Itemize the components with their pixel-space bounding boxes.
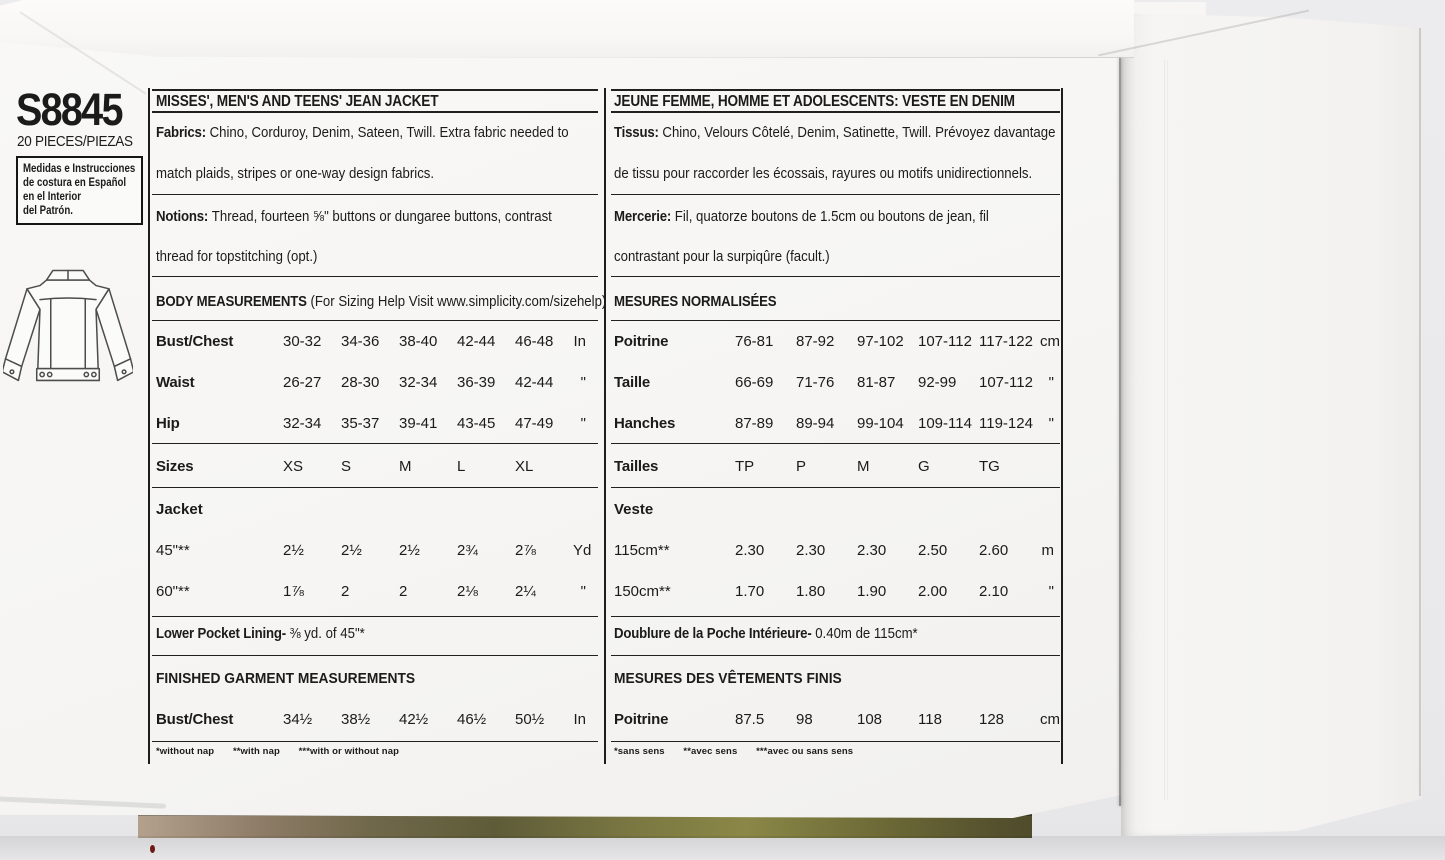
row-label: 60"**	[156, 583, 190, 600]
table-row-tailles: Tailles TP P M G TG	[614, 458, 1000, 475]
envelope-fold-crease	[1119, 58, 1121, 806]
pattern-number: S8845	[16, 84, 122, 135]
row-label: 45"**	[156, 542, 190, 559]
table-row-hip: Hip 32-34 35-37 39-41 43-45 47-49 "	[156, 415, 598, 432]
english-title: MISSES', MEN'S AND TEENS' JEAN JACKET	[156, 93, 439, 110]
envelope-fold-crease	[1164, 60, 1168, 800]
jean-jacket-back-drawing-icon	[3, 264, 133, 407]
unit: "	[580, 374, 586, 391]
spanish-note-line: en el Interior	[23, 191, 81, 203]
unit: "	[580, 415, 586, 432]
finished-garment-heading: MESURES DES VÊTEMENTS FINIS	[614, 670, 842, 687]
finished-garment-heading: FINISHED GARMENT MEASUREMENTS	[156, 670, 416, 687]
table-row-poitrine: Poitrine 76-81 87-92 97-102 107-112 117-122 cm	[614, 333, 1060, 350]
garment-heading: Jacket	[156, 501, 203, 518]
column-border-right	[1061, 88, 1063, 764]
table-row-yardage-60: 60"** 1⅞ 2 2 2⅛ 2¼ "	[156, 583, 598, 600]
garment-heading: Veste	[614, 501, 654, 518]
unit: Yd	[573, 542, 592, 559]
rule	[611, 741, 1060, 742]
rule	[611, 194, 1060, 195]
table-row-metrage-115: 115cm** 2.30 2.30 2.30 2.50 2.60 m	[614, 542, 1060, 559]
unit: cm	[1040, 711, 1060, 728]
rule	[611, 655, 1060, 656]
table-row-metrage-150: 150cm** 1.70 1.80 1.90 2.00 2.10 "	[614, 583, 1060, 600]
rule	[611, 487, 1060, 488]
row-label: Sizes	[156, 458, 194, 475]
rule	[152, 655, 598, 656]
unit: "	[1048, 415, 1054, 432]
unit: m	[1041, 542, 1054, 559]
envelope-shadow	[0, 836, 1445, 860]
red-speck	[150, 845, 155, 853]
fabrics-line: match plaids, stripes or one-way design fabrics.	[156, 165, 435, 182]
unit: cm	[1040, 333, 1060, 350]
rule	[152, 741, 598, 742]
rule	[611, 320, 1060, 321]
row-label: Taille	[614, 374, 651, 391]
pocket-lining-line: Doublure de la Poche Intérieure- 0.40m de 115cm*	[614, 625, 918, 642]
rule	[152, 194, 598, 195]
row-label: Poitrine	[614, 711, 669, 728]
row-label: Hanches	[614, 415, 676, 432]
spanish-note-line: de costura en Español	[23, 177, 127, 189]
rule	[611, 616, 1060, 617]
table-row-waist: Waist 26-27 28-30 32-34 36-39 42-44 "	[156, 374, 598, 391]
rule	[152, 89, 598, 91]
table-row-sizes: Sizes XS S M L XL	[156, 458, 534, 475]
body-measurements-heading: MESURES NORMALISÉES	[614, 293, 777, 310]
body-measurements-heading: BODY MEASUREMENTS (For Sizing Help Visit www.simplicity.com/sizehelp)	[156, 293, 607, 310]
table-row-hanches: Hanches 87-89 89-94 99-104 109-114 119-124 "	[614, 415, 1060, 432]
french-footnotes: *sans sens **avec sens ***avec ou sans sens	[614, 746, 854, 757]
rule	[152, 111, 598, 113]
fabrics-line: Fabrics: Chino, Corduroy, Denim, Sateen, Twill. Extra fabric needed to	[156, 124, 569, 141]
row-label: 115cm**	[614, 542, 670, 559]
table-row-finished-bust: Bust/Chest 34½ 38½ 42½ 46½ 50½ In	[156, 711, 598, 728]
row-label: Tailles	[614, 458, 659, 475]
row-label: 150cm**	[614, 583, 671, 600]
rule	[611, 443, 1060, 444]
envelope-flap-edge	[1419, 28, 1421, 796]
spanish-note-box	[16, 156, 143, 225]
unit: In	[573, 711, 586, 728]
rule	[611, 276, 1060, 277]
rule	[611, 89, 1060, 91]
spanish-note-line: Medidas e Instrucciones	[23, 163, 136, 175]
fabrics-label: Fabrics:	[156, 124, 206, 141]
unit: "	[1048, 374, 1054, 391]
notions-line: thread for topstitching (opt.)	[156, 248, 318, 265]
table-row-yardage-45: 45"** 2½ 2½ 2½ 2¾ 2⅞ Yd	[156, 542, 598, 559]
row-label: Hip	[156, 415, 180, 432]
row-label: Poitrine	[614, 333, 669, 350]
notions-label: Notions:	[156, 208, 209, 225]
unit: "	[1048, 583, 1054, 600]
pocket-lining-line: Lower Pocket Lining- ⅜ yd. of 45"*	[156, 625, 365, 642]
row-label: Bust/Chest	[156, 711, 234, 728]
envelope-top-fold	[0, 0, 1134, 58]
pieces-count: 20 PIECES/PIEZAS	[17, 133, 133, 150]
column-border-left	[148, 88, 150, 764]
fabrics-label: Tissus:	[614, 124, 659, 141]
notions-line: Notions: Thread, fourteen ⅝" buttons or dungaree buttons, contrast	[156, 208, 552, 225]
unit: In	[573, 333, 586, 350]
rule	[152, 487, 598, 488]
table-row-taille: Taille 66-69 71-76 81-87 92-99 107-112 "	[614, 374, 1060, 391]
rule	[152, 276, 598, 277]
english-footnotes: *without nap **with nap ***with or without nap	[156, 746, 399, 757]
row-label: Bust/Chest	[156, 333, 234, 350]
notions-line: Mercerie: Fil, quatorze boutons de 1.5cm ou boutons de jean, fil	[614, 208, 989, 225]
fabrics-line: de tissu pour raccorder les écossais, rayures ou motifs unidirectionnels.	[614, 165, 1033, 182]
rule	[152, 320, 598, 321]
table-row-bust-chest: Bust/Chest 30-32 34-36 38-40 42-44 46-48 In	[156, 333, 598, 350]
fabrics-line: Tissus: Chino, Velours Côtelé, Denim, Satinette, Twill. Prévoyez davantage	[614, 124, 1056, 141]
table-row-finished-poitrine: Poitrine 87.5 98 108 118 128 cm	[614, 711, 1060, 728]
rule	[152, 616, 598, 617]
rule	[611, 111, 1060, 113]
french-title: JEUNE FEMME, HOMME ET ADOLESCENTS: VESTE EN DENIM	[614, 93, 1015, 110]
row-label: Waist	[156, 374, 195, 391]
notions-label: Mercerie:	[614, 208, 672, 225]
unit: "	[580, 583, 586, 600]
notions-line: contrastant pour la surpiqûre (facult.)	[614, 248, 830, 265]
column-divider	[604, 88, 606, 764]
spanish-note-line: del Patrón.	[23, 205, 73, 217]
rule	[152, 443, 598, 444]
